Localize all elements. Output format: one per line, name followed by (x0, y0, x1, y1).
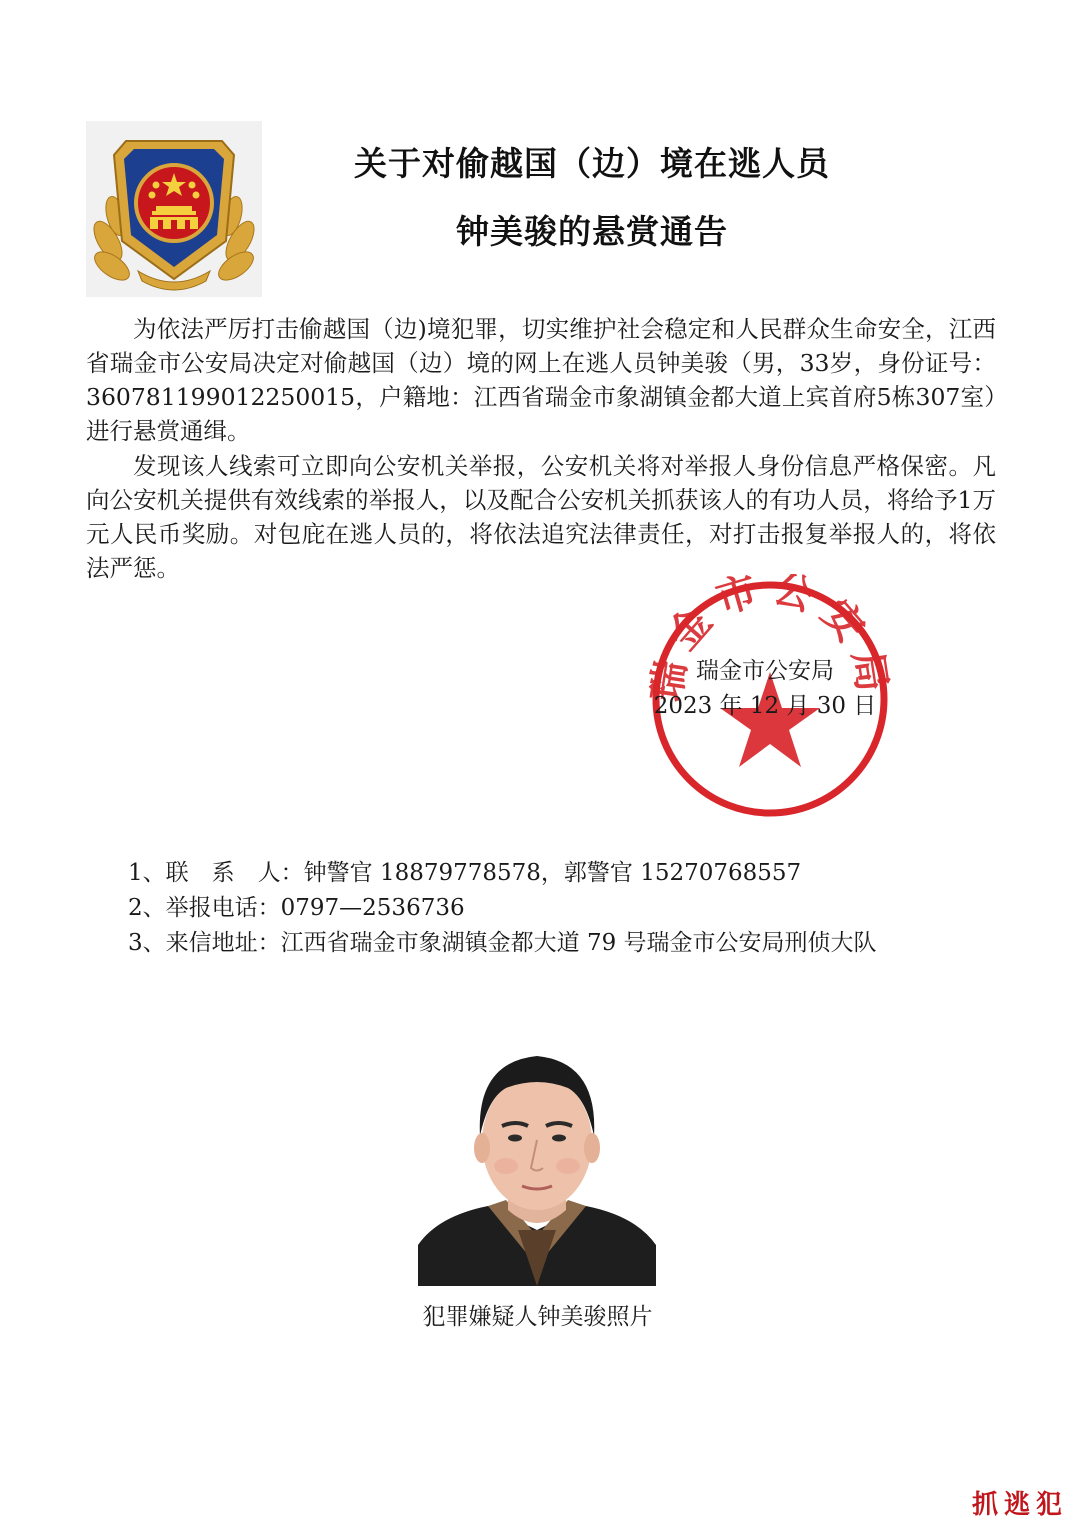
paragraph-text: 为依法严厉打击偷越国（边)境犯罪，切实维护社会稳定和人民群众生命安全，江西省瑞金市公安局决定对偷越国（边）境的网上在逃人员钟美骏（男，33岁，身份证号：360781199012250015，户籍地：江西省瑞金市象湖镇金都大道上宾首府5栋307室）进行悬赏通缉。 (86, 315, 996, 445)
issue-date: 2023 年 12 月 30 日 (653, 693, 877, 719)
notice-paragraph-2 (86, 449, 996, 585)
paragraph-text: 发现该人线索可立即向公安机关举报，公安机关将对举报人身份信息严格保密。凡向公安机关提供有效线索的举报人，以及配合公安机关抓获该人的有功人员，将给予1万元人民币奖励。对包庇在逃人员的，将依法追究法律责任，对打击报复举报人的，将依法严惩。 (86, 452, 996, 582)
source-watermark: 抓逃犯 (971, 1490, 1068, 1520)
photo-caption: 犯罪嫌疑人钟美骏照片 (422, 1304, 653, 1330)
page-title-line2: 钟美骏的悬赏通告 (456, 212, 728, 251)
page-title-line1: 关于对偷越国（边）境在逃人员 (354, 144, 830, 183)
notice-paragraph-1 (86, 312, 996, 448)
report-phone: 2、举报电话：0797—2536736 (128, 895, 465, 921)
issuing-organization: 瑞金市公安局 (696, 658, 834, 684)
contact-persons: 1、联 系 人：钟警官 18879778578，郭警官 15270768557 (128, 860, 802, 886)
contact-info (128, 856, 877, 961)
police-emblem-icon (86, 121, 262, 297)
seal-text: 瑞金市公安局 (645, 574, 895, 705)
suspect-photo (418, 1040, 656, 1286)
mailing-address: 3、来信地址：江西省瑞金市象湖镇金都大道 79 号瑞金市公安局刑侦大队 (128, 930, 877, 956)
